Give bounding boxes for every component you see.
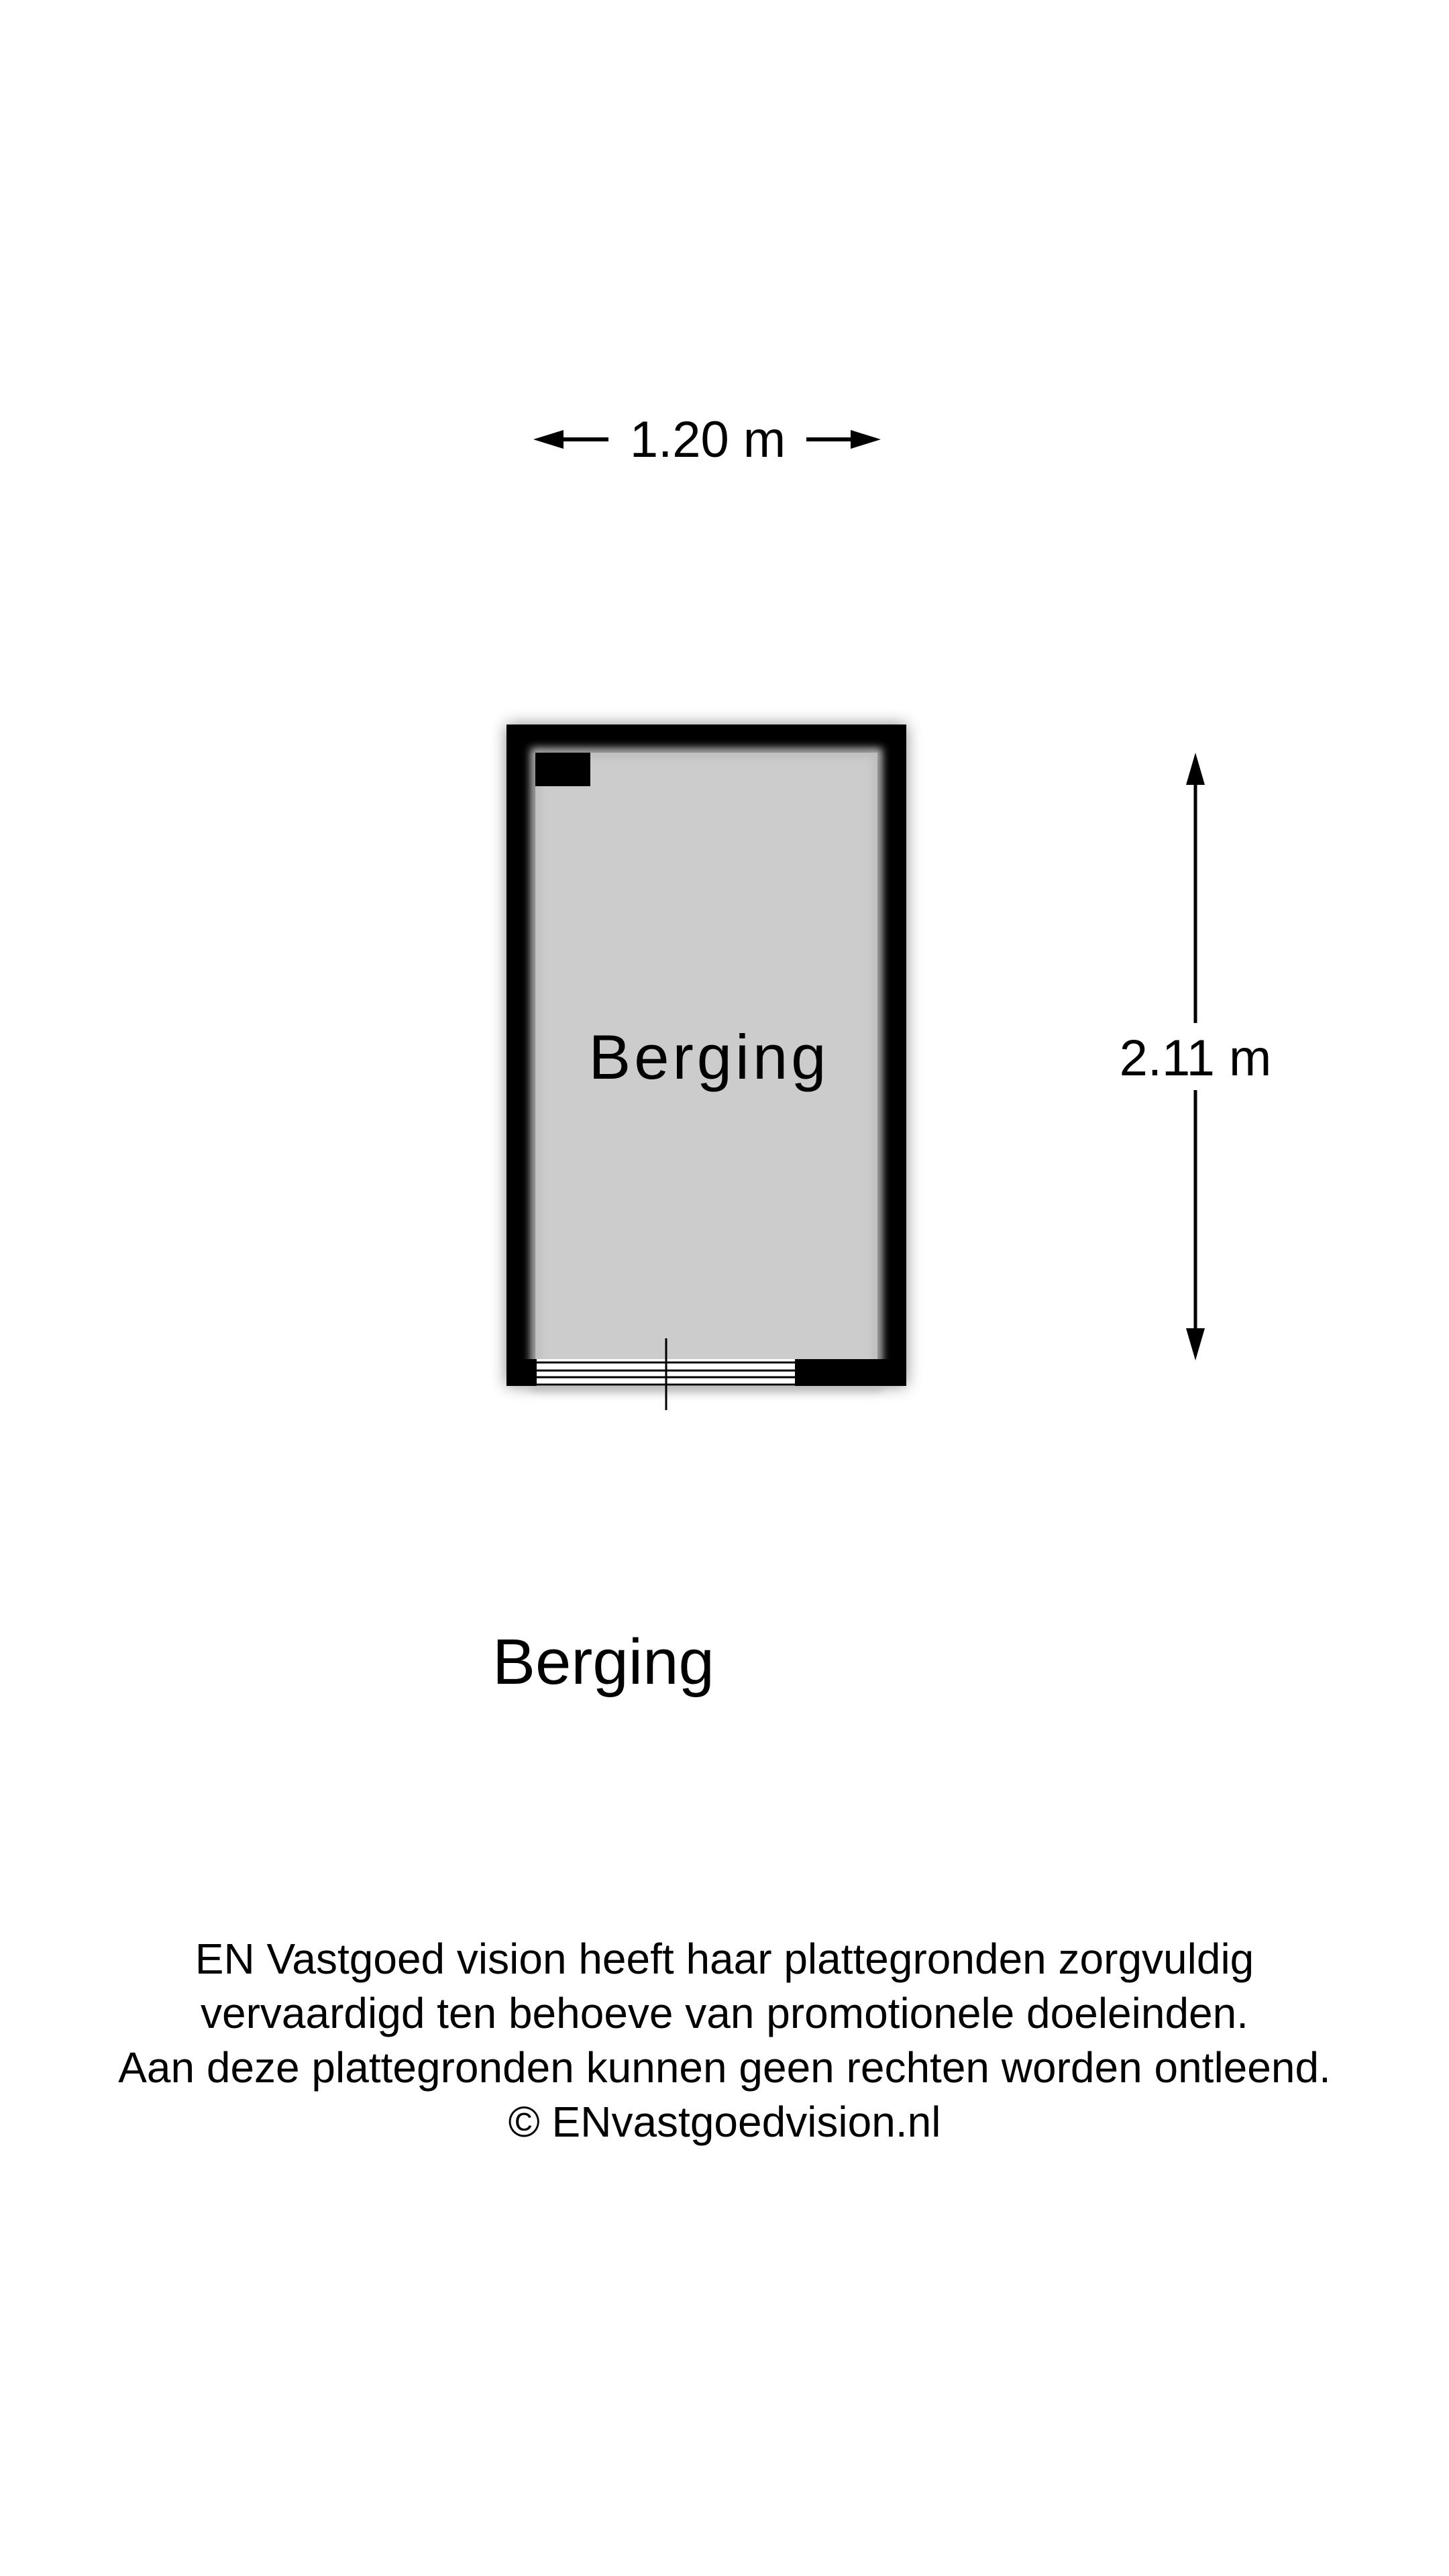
room-label: Berging [588,1022,830,1092]
width-arrowhead-left-icon [533,430,564,449]
copyright-line: © ENvastgoedvision.nl [508,2098,941,2146]
disclaimer-line: Aan deze plattegronden kunnen geen rechten worden ontleend. [118,2043,1331,2092]
bottom-wall-right [795,1359,906,1386]
width-arrowhead-right-icon [851,430,881,449]
height-arrowhead-top-icon [1186,753,1205,785]
disclaimer-line: vervaardigd ten behoeve van promotionele doeleinden. [201,1989,1248,2037]
floor-title: Berging [492,1626,714,1698]
room-berging [506,724,906,1410]
bottom-wall-left [506,1359,537,1386]
width-dimension [533,411,881,468]
height-dimension-label: 2.11 m [1119,1030,1272,1087]
height-arrowhead-bottom-icon [1186,1328,1205,1360]
disclaimer [0,1932,1449,2149]
height-dimension [1120,753,1272,1360]
disclaimer-line: EN Vastgoed vision heeft haar plattegronden zorgvuldig [195,1935,1254,1983]
corner-pillar-step [535,753,562,786]
width-dimension-label: 1.20 m [629,411,786,468]
